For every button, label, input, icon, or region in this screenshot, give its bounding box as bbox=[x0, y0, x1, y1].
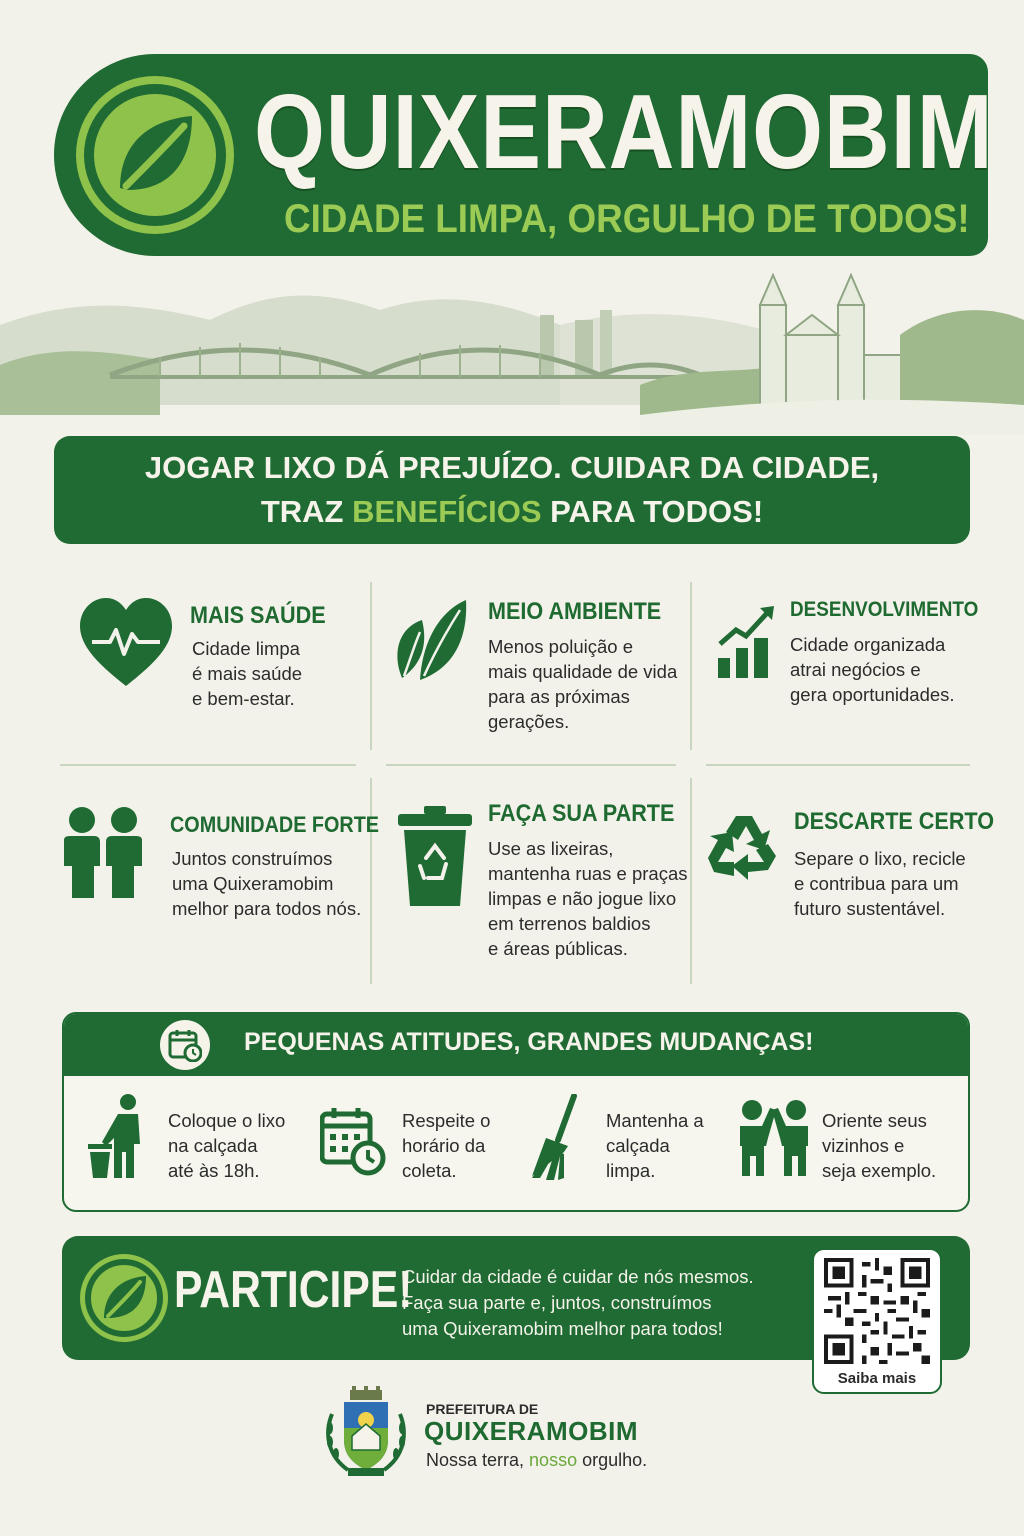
benefit-text: Cidade limpa é mais saúde e bem-estar. bbox=[192, 638, 303, 709]
grid-divider bbox=[60, 764, 356, 766]
broom-icon bbox=[528, 1094, 588, 1180]
benefit-title: MEIO AMBIENTE bbox=[488, 598, 662, 625]
benefit-text: Use as lixeiras, mantenha ruas e praças limpas e não jogue lixo em terrenos baldios e áreas públicas. bbox=[488, 838, 688, 959]
city-skyline-illustration bbox=[0, 265, 1024, 435]
attitude-item bbox=[84, 1094, 286, 1185]
qr-code-card[interactable] bbox=[812, 1248, 942, 1394]
attitude-text: Coloque o lixo na calçada até às 18h. bbox=[168, 1110, 286, 1181]
banner-line-2-end: PARA TODOS! bbox=[541, 494, 764, 529]
slogan-banner bbox=[54, 436, 970, 544]
benefit-text: Separe o lixo, recicle e contribua para um futuro sustentável. bbox=[794, 848, 966, 919]
high-five-icon bbox=[736, 1098, 812, 1178]
person-trash-icon bbox=[84, 1094, 150, 1180]
recycle-icon bbox=[706, 810, 782, 886]
benefit-meio-ambiente bbox=[392, 596, 712, 746]
banner-line-1: JOGAR LIXO DÁ PREJUÍZO. CUIDAR DA CIDADE, bbox=[144, 450, 880, 485]
attitudes-header bbox=[64, 1014, 968, 1076]
attitude-item bbox=[528, 1094, 704, 1185]
benefit-title: FAÇA SUA PARTE bbox=[488, 800, 675, 827]
benefit-desenvolvimento bbox=[716, 598, 1024, 744]
banner-line-2-start: TRAZ bbox=[260, 494, 353, 529]
benefit-faca-sua-parte bbox=[398, 798, 718, 978]
attitudes-panel bbox=[62, 1012, 970, 1212]
benefit-text: Juntos construímos uma Quixeramobim melhor para todos nós. bbox=[172, 848, 362, 919]
leaf-icon bbox=[76, 76, 234, 234]
growth-chart-icon bbox=[716, 604, 776, 680]
attitude-text: Mantenha a calçada limpa. bbox=[606, 1110, 704, 1181]
recycle-bin-icon bbox=[398, 806, 472, 910]
benefit-comunidade-forte bbox=[60, 806, 380, 946]
participe-title: PARTICIPE! bbox=[174, 1261, 413, 1319]
attitude-item bbox=[736, 1094, 937, 1183]
attitude-text: Oriente seus vizinhos e seja exemplo. bbox=[822, 1110, 937, 1181]
tagline-end: orgulho. bbox=[577, 1450, 648, 1470]
grid-divider bbox=[706, 764, 970, 766]
footer-prefeitura: PREFEITURA DE bbox=[426, 1401, 539, 1417]
qr-code[interactable] bbox=[824, 1258, 930, 1364]
grid-divider bbox=[386, 764, 676, 766]
city-title: QUIXERAMOBIM bbox=[254, 73, 994, 191]
benefit-text: Cidade organizada atrai negócios e gera oportunidades. bbox=[790, 634, 955, 705]
footer-city: QUIXERAMOBIM bbox=[424, 1416, 638, 1446]
benefit-descarte-certo bbox=[706, 806, 1024, 946]
leaf-icon bbox=[80, 1254, 168, 1342]
tagline-start: Nossa terra, bbox=[426, 1450, 530, 1470]
banner-highlight: BENEFÍCIOS bbox=[352, 494, 542, 529]
attitudes-title: PEQUENAS ATITUDES, GRANDES MUDANÇAS! bbox=[244, 1028, 814, 1056]
header-slogan: CIDADE LIMPA, ORGULHO DE TODOS! bbox=[284, 197, 970, 241]
attitude-item bbox=[320, 1094, 491, 1181]
benefit-title: DESCARTE CERTO bbox=[794, 808, 995, 835]
people-icon bbox=[60, 806, 146, 900]
participe-text: Cuidar da cidade é cuidar de nós mesmos. Faça sua parte e, juntos, construímos uma Quixeramobim melhor para todos! bbox=[402, 1266, 754, 1339]
calendar-clock-icon bbox=[320, 1106, 386, 1176]
tagline-accent: nosso bbox=[529, 1450, 578, 1470]
benefit-title: DESENVOLVIMENTO bbox=[790, 598, 979, 621]
benefit-title: MAIS SAÚDE bbox=[190, 602, 326, 629]
banner-line-2 bbox=[261, 490, 763, 534]
attitude-text: Respeite o horário da coleta. bbox=[402, 1110, 491, 1181]
leaves-icon bbox=[392, 598, 468, 682]
benefit-title: COMUNIDADE FORTE bbox=[170, 812, 379, 837]
calendar-clock-icon bbox=[160, 1020, 210, 1070]
heart-pulse-icon bbox=[78, 596, 174, 692]
benefit-mais-saude bbox=[78, 596, 398, 746]
city-seal-logo bbox=[318, 1384, 414, 1480]
benefit-text: Menos poluição e mais qualidade de vida para as próximas gerações. bbox=[488, 636, 678, 732]
qr-label[interactable]: Saiba mais bbox=[837, 1370, 917, 1387]
footer-tagline bbox=[426, 1450, 647, 1471]
header-banner bbox=[54, 54, 994, 256]
